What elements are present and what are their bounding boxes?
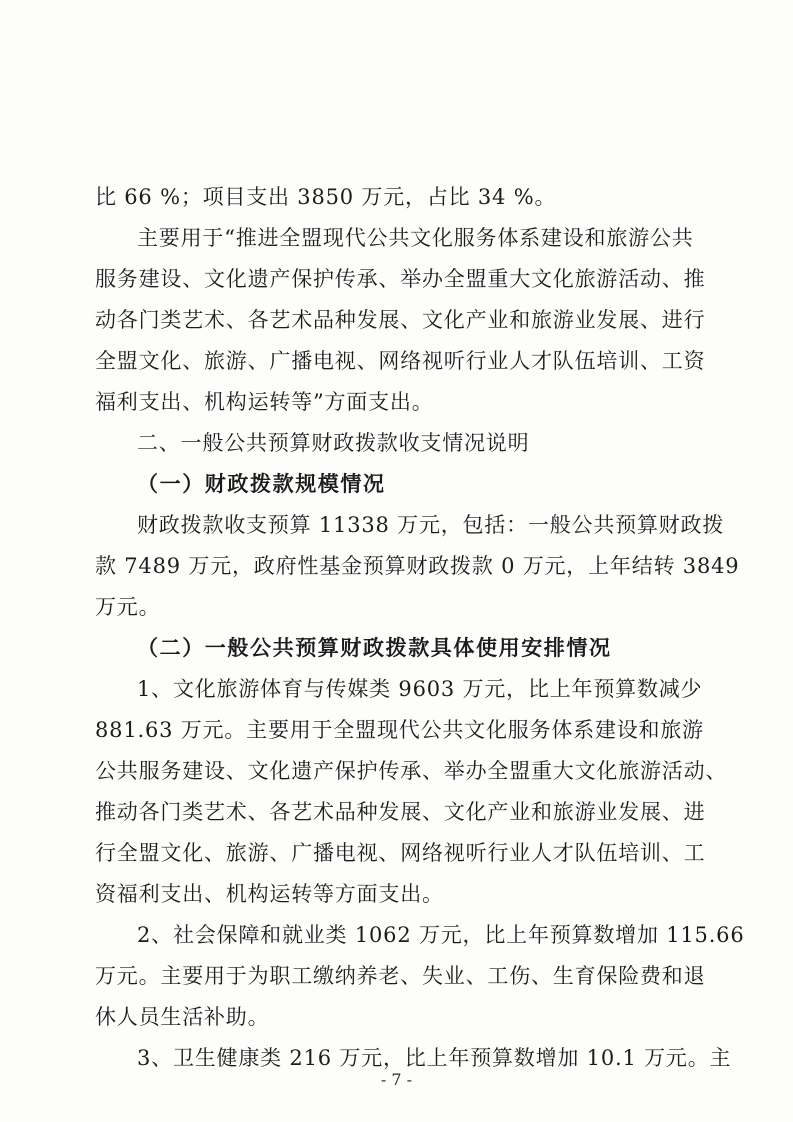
paragraph-line: 款 7489 万元，政府性基金预算财政拨款 0 万元，上年结转 3849 — [95, 554, 740, 578]
paragraph-line: 3、卫生健康类 216 万元，比上年预算数增加 10.1 万元。主 — [137, 1046, 732, 1070]
paragraph-line: 万元。主要用于为职工缴纳养老、失业、工伤、生育保险费和退 — [95, 964, 706, 988]
paragraph-line: 服务建设、文化遗产保护传承、举办全盟重大文化旅游活动、推 — [95, 267, 706, 291]
paragraph-line: 推动各门类艺术、各艺术品种发展、文化产业和旅游业发展、进 — [95, 800, 706, 824]
paragraph-line: 休人员生活补助。 — [95, 1005, 270, 1029]
paragraph-line: 公共服务建设、文化遗产保护传承、举办全盟重大文化旅游活动、 — [95, 759, 728, 783]
paragraph-line: 全盟文化、旅游、广播电视、网络视听行业人才队伍培训、工资 — [95, 349, 706, 373]
page-number: - 7 - — [380, 1070, 413, 1089]
paragraph-line: 动各门类艺术、各艺术品种发展、文化产业和旅游业发展、进行 — [95, 308, 706, 332]
paragraph-line: 881.63 万元。主要用于全盟现代公共文化服务体系建设和旅游 — [95, 718, 704, 742]
paragraph-line: 万元。 — [95, 595, 161, 619]
paragraph-line: 2、社会保障和就业类 1062 万元，比上年预算数增加 115.66 — [137, 923, 745, 947]
paragraph-line: 行全盟文化、旅游、广播电视、网络视听行业人才队伍培训、工 — [95, 841, 706, 865]
paragraph-line: 主要用于“推进全盟现代公共文化服务体系建设和旅游公共 — [137, 226, 694, 250]
paragraph-line: 资福利支出、机构运转等方面支出。 — [95, 882, 444, 906]
section-heading: 二、一般公共预算财政拨款收支情况说明 — [137, 431, 530, 455]
subsection-heading: （二）一般公共预算财政拨款具体使用安排情况 — [137, 636, 612, 660]
subsection-heading: （一）财政拨款规模情况 — [137, 472, 386, 496]
paragraph-line: 1、文化旅游体育与传媒类 9603 万元，比上年预算数减少 — [137, 677, 703, 701]
paragraph-line: 财政拨款收支预算 11338 万元，包括：一般公共预算财政拨 — [137, 513, 725, 537]
paragraph-line: 福利支出、机构运转等”方面支出。 — [95, 390, 434, 414]
paragraph-line: 比 66 %；项目支出 3850 万元，占比 34 %。 — [95, 185, 557, 209]
